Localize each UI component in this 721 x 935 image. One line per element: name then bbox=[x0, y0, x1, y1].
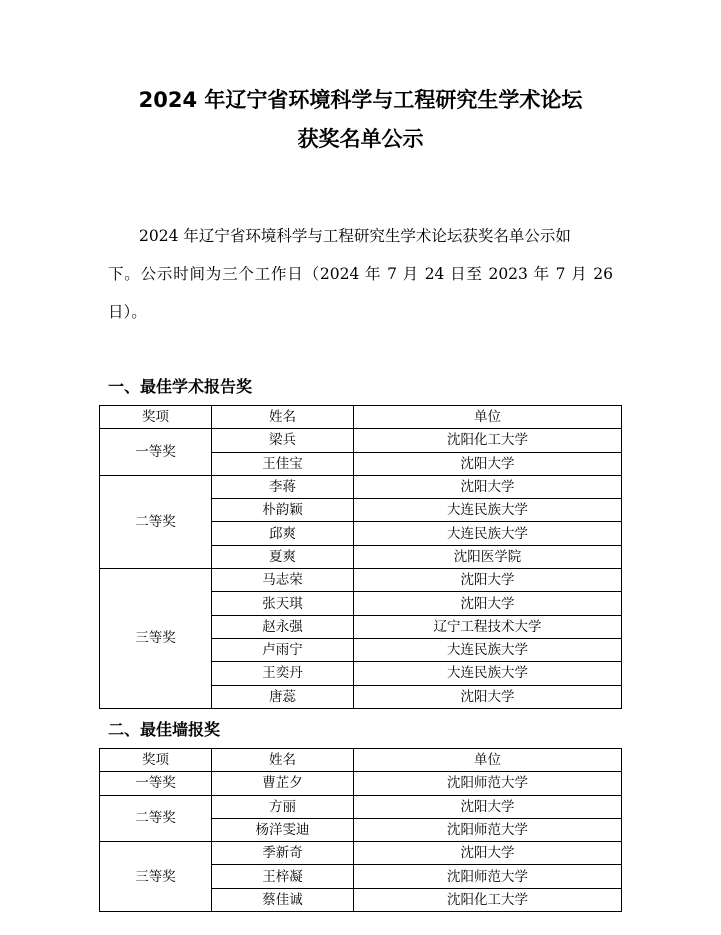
winner-name-cell: 曹芷夕 bbox=[212, 772, 354, 795]
table-body bbox=[100, 406, 622, 709]
header-award: 奖项 bbox=[100, 406, 212, 429]
award-level-cell: 一等奖 bbox=[100, 772, 212, 795]
award-level-cell: 二等奖 bbox=[100, 795, 212, 842]
header-unit: 单位 bbox=[354, 749, 622, 772]
best-report-award-table bbox=[99, 405, 622, 709]
affiliation-cell: 沈阳大学 bbox=[354, 592, 622, 615]
winner-name-cell: 夏爽 bbox=[212, 545, 354, 568]
winner-name-cell: 卢雨宁 bbox=[212, 638, 354, 661]
affiliation-cell: 沈阳大学 bbox=[354, 475, 622, 498]
award-level-cell: 二等奖 bbox=[100, 475, 212, 568]
affiliation-cell: 沈阳师范大学 bbox=[354, 818, 622, 841]
affiliation-cell: 沈阳师范大学 bbox=[354, 865, 622, 888]
affiliation-cell: 大连民族大学 bbox=[354, 522, 622, 545]
affiliation-cell: 沈阳大学 bbox=[354, 842, 622, 865]
affiliation-cell: 沈阳大学 bbox=[354, 795, 622, 818]
section-heading-best-report: 一、最佳学术报告奖 bbox=[108, 377, 253, 396]
section-heading-best-poster: 二、最佳墙报奖 bbox=[108, 720, 221, 739]
table-body bbox=[100, 749, 622, 912]
affiliation-cell: 沈阳师范大学 bbox=[354, 772, 622, 795]
table-row bbox=[100, 569, 622, 592]
winner-name-cell: 马志荣 bbox=[212, 569, 354, 592]
affiliation-cell: 大连民族大学 bbox=[354, 662, 622, 685]
table-row bbox=[100, 795, 622, 818]
header-name: 姓名 bbox=[212, 406, 354, 429]
winner-name-cell: 王梓凝 bbox=[212, 865, 354, 888]
affiliation-cell: 辽宁工程技术大学 bbox=[354, 615, 622, 638]
winner-name-cell: 邱爽 bbox=[212, 522, 354, 545]
affiliation-cell: 沈阳医学院 bbox=[354, 545, 622, 568]
winner-name-cell: 朴韵颖 bbox=[212, 499, 354, 522]
affiliation-cell: 沈阳化工大学 bbox=[354, 429, 622, 452]
winner-name-cell: 张天琪 bbox=[212, 592, 354, 615]
award-level-cell: 一等奖 bbox=[100, 429, 212, 476]
affiliation-cell: 沈阳大学 bbox=[354, 685, 622, 708]
award-level-cell: 三等奖 bbox=[100, 569, 212, 709]
table-row bbox=[100, 772, 622, 795]
affiliation-cell: 沈阳大学 bbox=[354, 452, 622, 475]
award-level-cell: 三等奖 bbox=[100, 842, 212, 912]
winner-name-cell: 杨洋雯迪 bbox=[212, 818, 354, 841]
document-title-line-2: 获奖名单公示 bbox=[297, 127, 424, 151]
table-header-row bbox=[100, 749, 622, 772]
table-row bbox=[100, 429, 622, 452]
document-title-line-1: 2024 年辽宁省环境科学与工程研究生学术论坛 bbox=[138, 88, 583, 112]
affiliation-cell: 大连民族大学 bbox=[354, 638, 622, 661]
winner-name-cell: 李蒋 bbox=[212, 475, 354, 498]
winner-name-cell: 梁兵 bbox=[212, 429, 354, 452]
header-unit: 单位 bbox=[354, 406, 622, 429]
header-award: 奖项 bbox=[100, 749, 212, 772]
winner-name-cell: 季新奇 bbox=[212, 842, 354, 865]
best-poster-award-table bbox=[99, 748, 622, 912]
winner-name-cell: 王佳宝 bbox=[212, 452, 354, 475]
winner-name-cell: 王奕丹 bbox=[212, 662, 354, 685]
table-row bbox=[100, 475, 622, 498]
table-row bbox=[100, 842, 622, 865]
winner-name-cell: 赵永强 bbox=[212, 615, 354, 638]
intro-paragraph-line-3: 日）。 bbox=[108, 303, 147, 321]
affiliation-cell: 沈阳化工大学 bbox=[354, 888, 622, 911]
affiliation-cell: 沈阳大学 bbox=[354, 569, 622, 592]
winner-name-cell: 方丽 bbox=[212, 795, 354, 818]
winner-name-cell: 蔡佳诚 bbox=[212, 888, 354, 911]
winner-name-cell: 唐蕊 bbox=[212, 685, 354, 708]
intro-paragraph-line-1: 2024 年辽宁省环境科学与工程研究生学术论坛获奖名单公示如 bbox=[139, 227, 571, 245]
intro-paragraph-line-2: 下。公示时间为三个工作日（2024 年 7 月 24 日至 2023 年 7 月 26 bbox=[108, 265, 613, 283]
table-header-row bbox=[100, 406, 622, 429]
affiliation-cell: 大连民族大学 bbox=[354, 499, 622, 522]
header-name: 姓名 bbox=[212, 749, 354, 772]
